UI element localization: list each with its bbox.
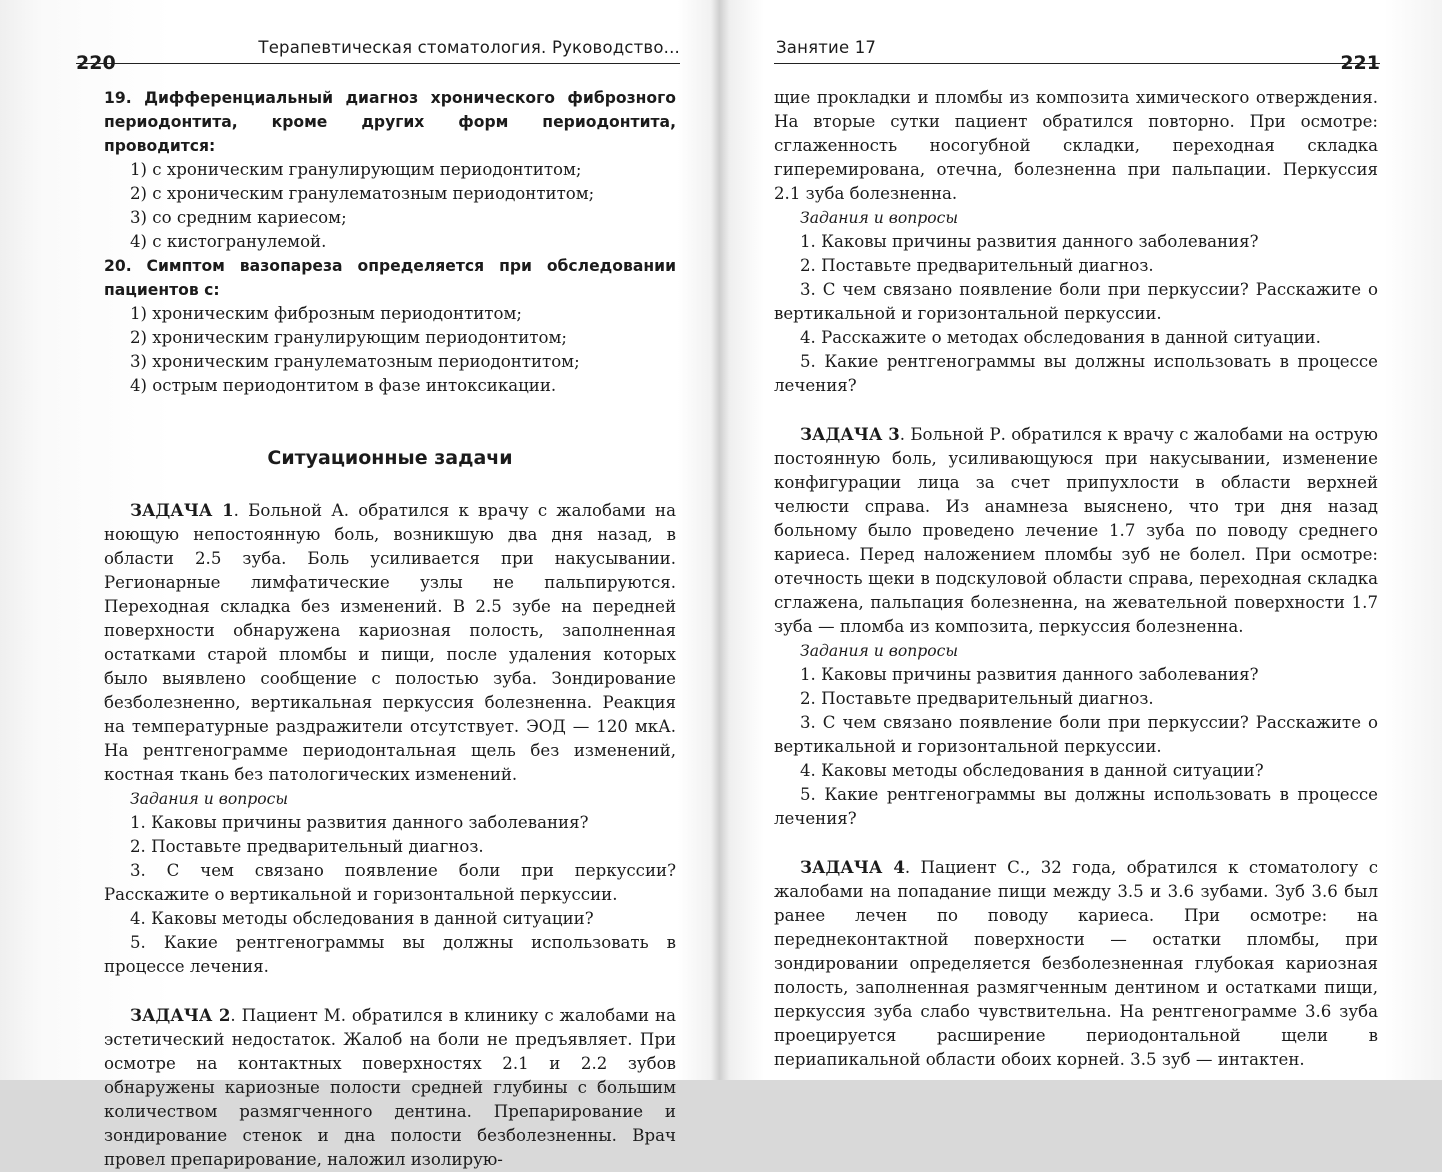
task-3-question: 5. Какие рентгенограммы вы должны использовать в процессе лечения? xyxy=(774,785,1378,828)
right-page-content xyxy=(774,86,1378,1072)
task-2-continued xyxy=(774,86,1378,398)
left-page-content xyxy=(104,86,676,1172)
left-running-header xyxy=(76,36,680,76)
task-1-question: 5. Какие рентгенограммы вы должны использовать в процессе лечения. xyxy=(104,933,676,976)
running-title-left: Терапевтическая стоматология. Руководство... xyxy=(258,38,680,57)
task-2-label: ЗАДАЧА 2 xyxy=(130,1005,231,1025)
task-3-question: 4. Каковы методы обследования в данной ситуации? xyxy=(800,761,1264,780)
task-1-question: 3. С чем связано появление боли при перкуссии? Расскажите о вертикальной и горизонтальной перкуссии. xyxy=(104,861,676,904)
right-page xyxy=(722,0,1442,1080)
task-1-subheading: Задания и вопросы xyxy=(130,790,289,808)
task-4-text: . Пациент С., 32 года, обратился к стоматологу с жалобами на попадание пищи между 3.5 и 3.6 зубами. Зуб 3.6 был ранее лечен по поводу кариеса. При осмотре: на переднеконтактной поверхности — остатки пломбы, при зондировании определяется безболезненная глубокая кариозная полость, заполненная размягченным дентином и остатками пищи, перкуссия зуба слабо чувствительна. На рентгенограмме 3.6 зуба проецируется расширение периодонтальной щели в периапикальной области обоих корней. 3.5 зуб — интактен. xyxy=(774,858,1378,1069)
question-20: 20. Симптом вазопареза определяется при обследовании пациентов с: xyxy=(104,257,676,299)
task-1-question: 1. Каковы причины развития данного заболевания? xyxy=(130,813,589,832)
task-2-continued-text: щие прокладки и пломбы из композита химического отверждения. На вторые сутки пациент обратился повторно. При осмотре: сглаженность носогубной складки, переходная складка гиперемирована, отечна, болезненна при пальпации. Перкуссия 2.1 зуба болезненна. xyxy=(774,88,1378,203)
task-3-question: 2. Поставьте предварительный диагноз. xyxy=(800,689,1154,708)
task-1-question: 4. Каковы методы обследования в данной ситуации? xyxy=(130,909,594,928)
q20-option: 3) хроническим гранулематозным периодонтитом; xyxy=(130,352,580,371)
running-title-right: Занятие 17 xyxy=(776,38,877,57)
page-number-left: 220 xyxy=(76,52,116,74)
task-3-question: 3. С чем связано появление боли при перкуссии? Расскажите о вертикальной и горизонтальной перкуссии. xyxy=(774,713,1378,756)
task-1-body xyxy=(104,498,676,787)
task-4-body xyxy=(774,855,1378,1072)
task-2-question: 5. Какие рентгенограммы вы должны использовать в процессе лечения? xyxy=(774,352,1378,395)
q19-option: 4) с кистогранулемой. xyxy=(130,232,327,251)
task-4-label: ЗАДАЧА 4 xyxy=(800,857,905,877)
task-1-question: 2. Поставьте предварительный диагноз. xyxy=(130,837,484,856)
task-2-subheading: Задания и вопросы xyxy=(800,209,959,227)
task-3-label: ЗАДАЧА 3 xyxy=(800,424,900,444)
task-2 xyxy=(104,1003,676,1172)
task-2-question: 4. Расскажите о методах обследования в данной ситуации. xyxy=(800,328,1321,347)
page-number-right: 221 xyxy=(1340,52,1380,74)
task-1 xyxy=(104,498,676,979)
question-19: 19. Дифференциальный диагноз хронического фиброзного периодонтита, кроме других форм периодонтита, проводится: xyxy=(104,89,676,155)
task-3-body xyxy=(774,422,1378,639)
q20-option: 2) хроническим гранулирующим периодонтитом; xyxy=(130,328,567,347)
q19-option: 3) со средним кариесом; xyxy=(130,208,347,227)
left-page xyxy=(0,0,720,1169)
task-3-question: 1. Каковы причины развития данного заболевания? xyxy=(800,665,1259,684)
task-2-body xyxy=(104,1003,676,1172)
task-3-text: . Больной Р. обратился к врачу с жалобами на острую постоянную боль, усиливающуюся при накусывании, изменение конфигурации лица за счет припухлости в области верхней челюсти справа. Из анамнеза выяснено, что три дня назад больному было проведено лечение 1.7 зуба по поводу среднего кариеса. Перед наложением пломбы зуб не болел. При осмотре: отечность щеки в подскуловой области справа, переходная складка сглажена, пальпация болезненна, на жевательной поверхности 1.7 зуба — пломба из композита, перкуссия болезненна. xyxy=(774,425,1379,636)
q20-option: 4) острым периодонтитом в фазе интоксикации. xyxy=(130,376,557,395)
q19-option: 1) с хроническим гранулирующим периодонтитом; xyxy=(130,160,582,179)
task-1-label: ЗАДАЧА 1 xyxy=(130,500,234,520)
task-2-text: . Пациент М. обратился в клинику с жалобами на эстетический недостаток. Жалоб на боли не предъявляет. При осмотре на контактных поверхностях 2.1 и 2.2 зубов обнаружены кариозные полости средней глубины с большим количеством размягченного дентина. Препарирование и зондирование стенок и дна полости безболезненны. Врач провел препарирование, наложил изолирую- xyxy=(104,1006,676,1169)
task-4 xyxy=(774,855,1378,1072)
task-2-question: 1. Каковы причины развития данного заболевания? xyxy=(800,232,1259,251)
header-rule xyxy=(76,63,680,64)
task-2-question: 3. С чем связано появление боли при перкуссии? Расскажите о вертикальной и горизонтальной перкуссии. xyxy=(774,280,1378,323)
right-running-header xyxy=(774,36,1380,76)
task-3 xyxy=(774,422,1378,831)
task-1-text: . Больной А. обратился к врачу с жалобами на ноющую непостоянную боль, возникшую два дня назад, в области 2.5 зуба. Боль усиливается при накусывании. Регионарные лимфатические узлы не пальпируются. Переходная складка без изменений. В 2.5 зубе на передней поверхности обнаружена кариозная полость, заполненная остатками старой пломбы и пищи, после удаления которых было выявлено сообщение с полостью зуба. Зондирование безболезненно, вертикальная перкуссия болезненна. Реакция на температурные раздражители отсутствует. ЭОД — 120 мкА. На рентгенограмме периодонтальная щель без изменений, костная ткань без патологических изменений. xyxy=(104,501,676,784)
task-2-question: 2. Поставьте предварительный диагноз. xyxy=(800,256,1154,275)
header-rule xyxy=(774,63,1380,64)
q20-option: 1) хроническим фиброзным периодонтитом; xyxy=(130,304,522,323)
section-heading: Ситуационные задачи xyxy=(267,447,513,469)
q19-option: 2) с хроническим гранулематозным периодонтитом; xyxy=(130,184,595,203)
task-3-subheading: Задания и вопросы xyxy=(800,642,959,660)
